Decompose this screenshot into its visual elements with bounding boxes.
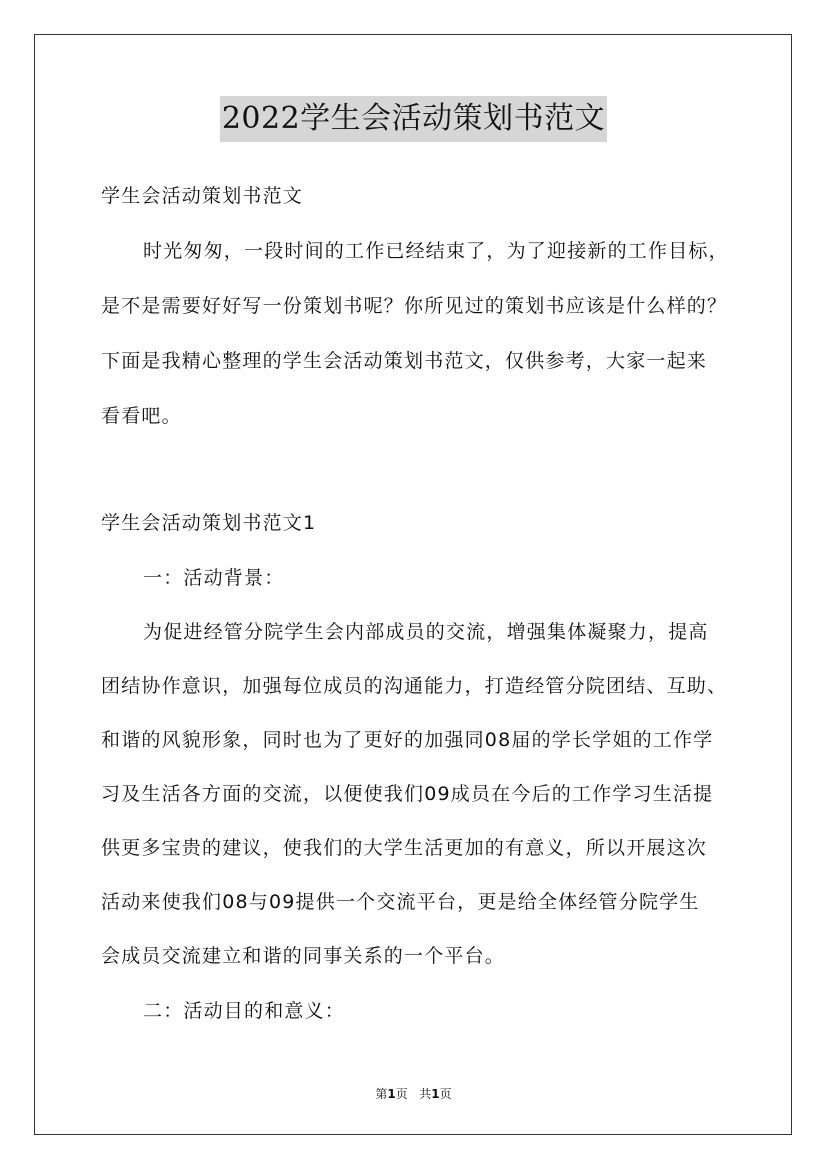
section-heading: 学生会活动策划书范文1 [101,512,317,534]
paragraph-line: 下面是我精心整理的学生会活动策划书范文，仅供参考，大家一起来 [101,350,708,372]
paragraph-line: 为促进经管分院学生会内部成员的交流，增强集体凝聚力，提高 [143,621,709,643]
page-footer [0,1085,827,1102]
title-container [0,96,827,142]
paragraph-line: 是不是需要好好写一份策划书呢？你所见过的策划书应该是什么样的？ [101,295,728,317]
document-title: 2022学生会活动策划书范文 [220,96,607,142]
paragraph-line: 供更多宝贵的建议，使我们的大学生活更加的有意义，所以开展这次 [101,837,708,859]
paragraph-line: 和谐的风貌形象，同时也为了更好的加强同08届的学长学姐的工作学 [101,729,714,751]
subsection-heading: 二：活动目的和意义： [143,1000,346,1022]
footer-total-prefix: 共 [419,1087,432,1101]
footer-page-prefix: 第 [375,1087,388,1101]
footer-total-suffix: 页 [439,1087,452,1101]
subsection-heading: 一：活动背景： [143,567,285,589]
subtitle-line: 学生会活动策划书范文 [101,185,304,207]
paragraph-line: 时光匆匆，一段时间的工作已经结束了，为了迎接新的工作目标， [143,240,729,262]
paragraph-line: 习及生活各方面的交流，以便使我们09成员在今后的工作学习生活提 [101,783,714,805]
footer-page-suffix: 页 [395,1087,408,1101]
paragraph-line: 看看吧。 [101,405,182,427]
paragraph-line: 活动来使我们08与09提供一个交流平台，更是给全体经管分院学生 [101,891,700,913]
footer-total-number: 1 [431,1087,440,1101]
paragraph-line: 团结协作意识，加强每位成员的沟通能力，打造经管分院团结、互助、 [101,675,728,697]
paragraph-line: 会成员交流建立和谐的同事关系的一个平台。 [101,945,506,967]
footer-page-number: 1 [387,1087,396,1101]
